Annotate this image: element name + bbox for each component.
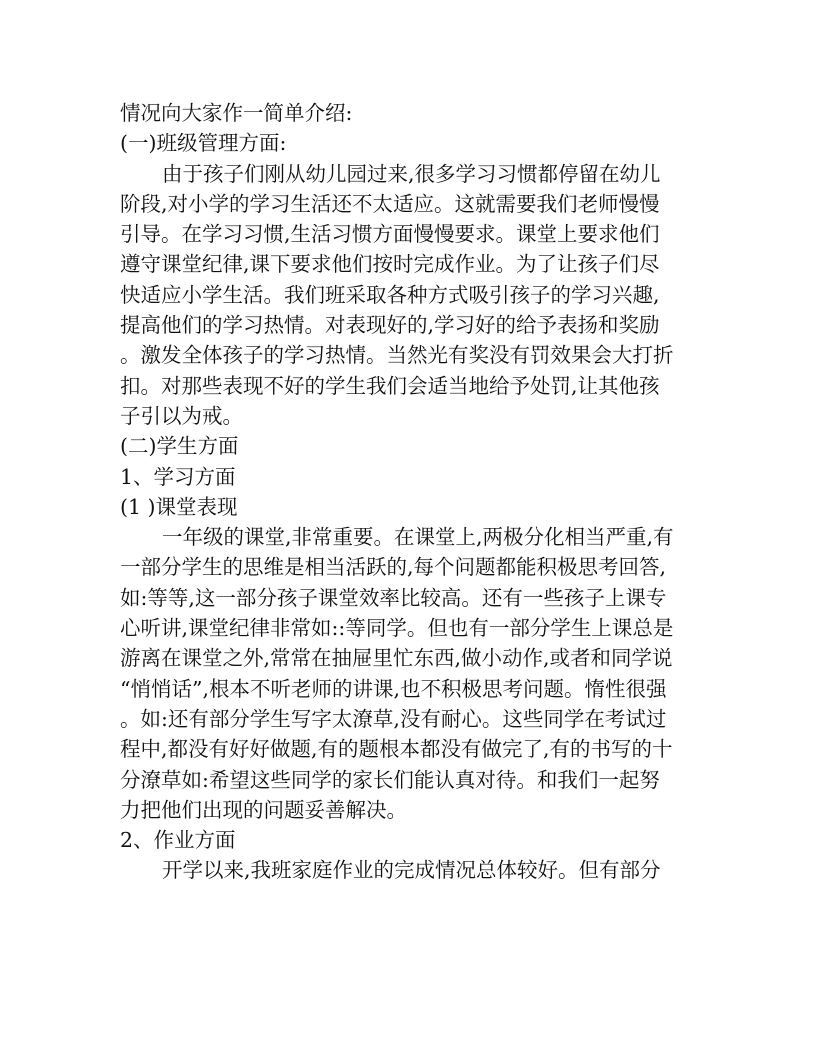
text-line: 开学以来,我班家庭作业的完成情况总体较好。但有部分 (162, 858, 661, 883)
text-line: 快适应小学生活。我们班采取各种方式吸引孩子的学习兴趣, (120, 282, 660, 307)
text-line: 分潦草如:希望这些同学的家长们能认真对待。和我们一起努 (120, 767, 660, 792)
text-line: 一年级的课堂,非常重要。在课堂上,两极分化相当严重,有 (162, 525, 674, 550)
text-line: 心听讲,课堂纪律非常如::等同学。但也有一部分学生上课总是 (120, 616, 674, 641)
text-line: (1 )课堂表现 (120, 494, 238, 519)
text-line: 情况向大家作一简单介绍: (120, 101, 353, 125)
text-line: (二)学生方面 (120, 434, 239, 459)
text-line: 如:等等,这一部分孩子课堂效率比较高。还有一些孩子上课专 (120, 585, 667, 610)
text-line: 程中,都没有好好做题,有的题根本都没有做完了,有的书写的十 (120, 737, 673, 762)
text-line: 遵守课堂纪律,课下要求他们按时完成作业。为了让孩子们尽 (120, 252, 660, 277)
text-line: 由于孩子们刚从幼儿园过来,很多学习习惯都停留在幼儿 (162, 161, 661, 186)
text-line: (一)班级管理方面: (120, 131, 287, 156)
text-line: 一部分学生的思维是相当活跃的,每个问题都能积极思考回答, (120, 555, 667, 580)
text-line: 。如:还有部分学生写字太潦草,没有耐心。这些同学在考试过 (120, 706, 667, 731)
text-line: 引导。在学习习惯,生活习惯方面慢慢要求。课堂上要求他们 (120, 222, 660, 247)
text-line: 力把他们出现的问题妥善解决。 (120, 797, 407, 822)
text-line: 提高他们的学习热情。对表现好的,学习好的给予表扬和奖励 (120, 313, 660, 338)
text-line: 2、作业方面 (120, 828, 236, 853)
text-line: 游离在课堂之外,常常在抽屉里忙东西,做小动作,或者和同学说 (120, 646, 673, 671)
document-body (120, 98, 720, 886)
text-line: “悄悄话”,根本不听老师的讲课,也不积极思考问题。惰性很强 (120, 676, 667, 701)
text-line: 子引以为戒。 (120, 403, 243, 428)
text-line: 阶段,对小学的学习生活还不太适应。这就需要我们老师慢慢 (120, 191, 660, 216)
text-line: 。激发全体孩子的学习热情。当然光有奖没有罚效果会大打折 (120, 343, 674, 368)
text-line: 1、学习方面 (120, 464, 236, 489)
text-line: 扣。对那些表现不好的学生我们会适当地给予处罚,让其他孩 (120, 373, 660, 398)
